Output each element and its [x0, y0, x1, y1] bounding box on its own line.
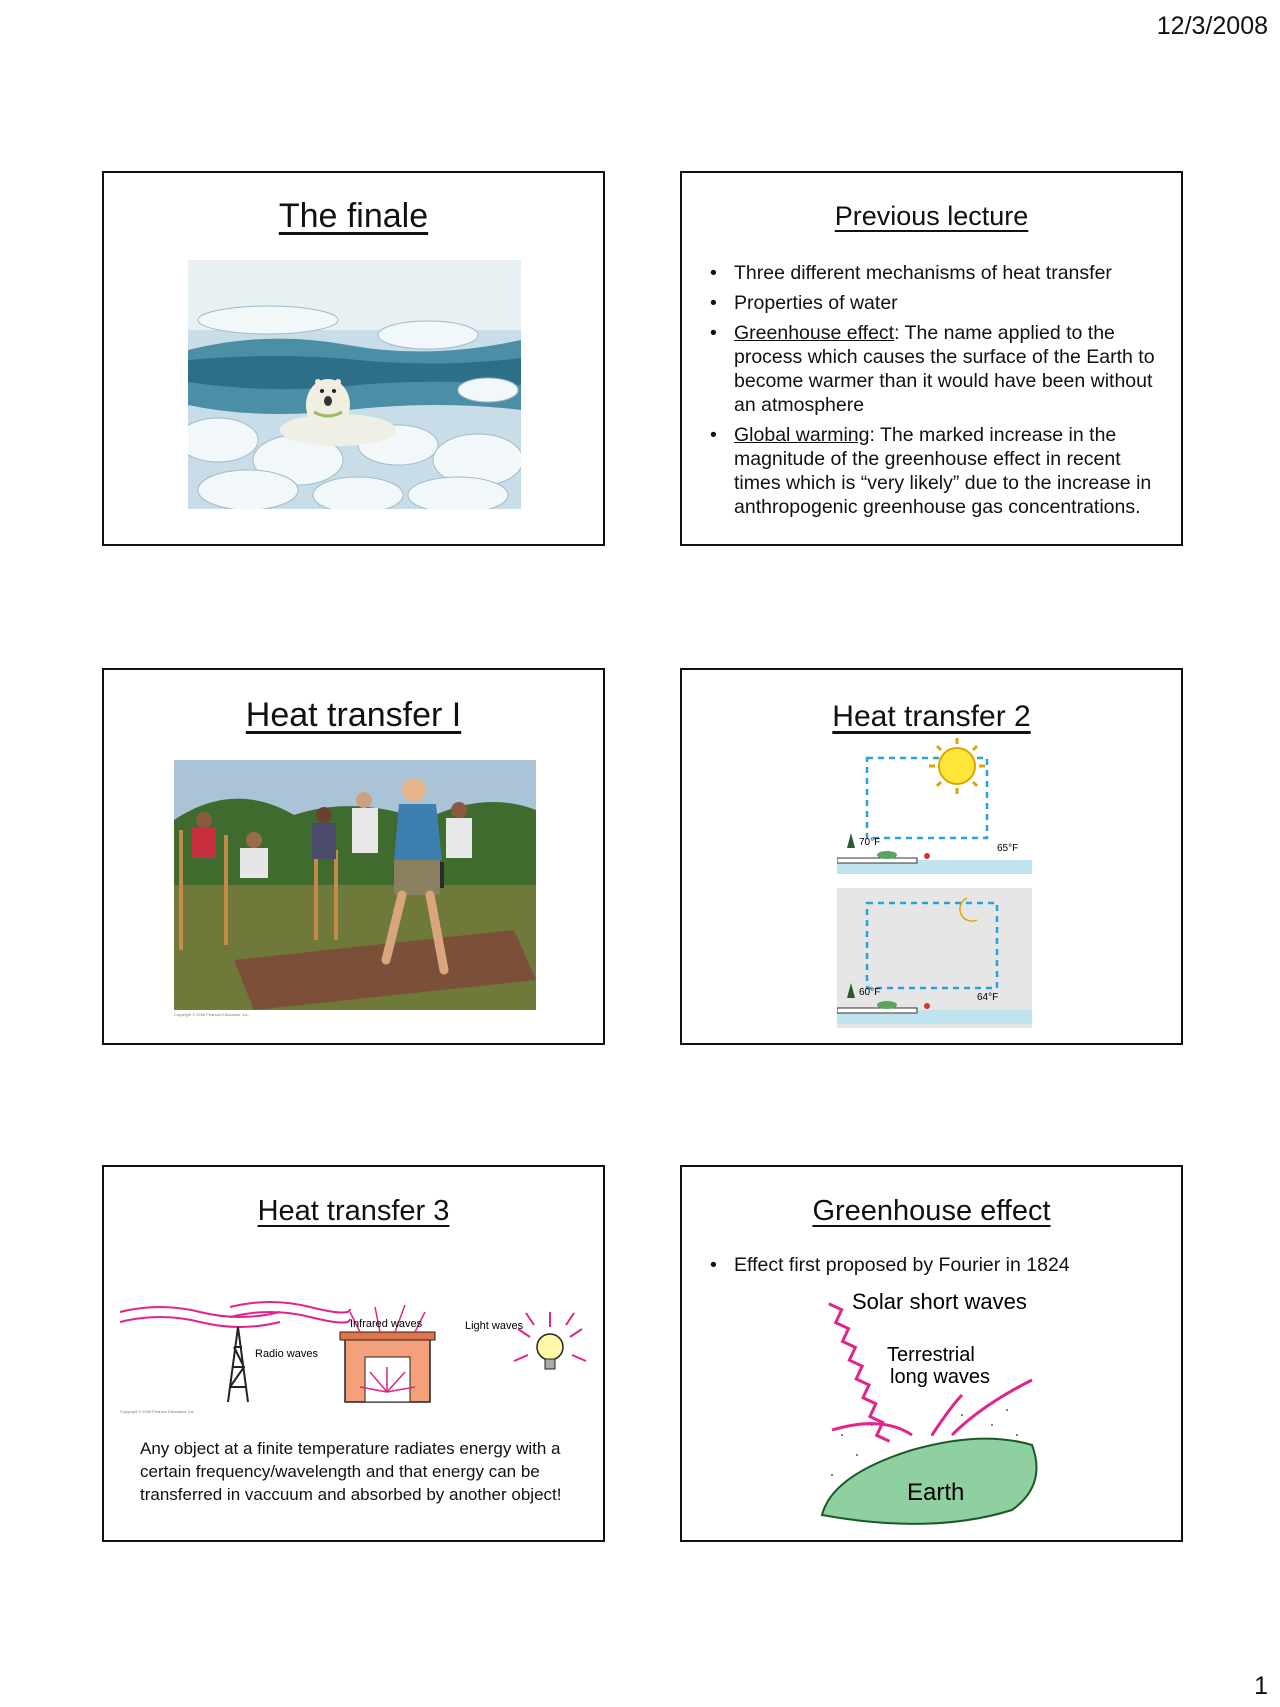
slide-heat-transfer-1: Heat transfer I Copyright © 2006 Pearson Education, Inc.: [102, 668, 605, 1045]
day-land-temp: 70°F: [859, 837, 881, 848]
bullet-item: • Effect first proposed by Fourier in 1824: [710, 1253, 1165, 1277]
radio-tower: [228, 1327, 248, 1402]
explanation-paragraph: Any object at a finite temperature radiates energy with a certain frequency/wavelength and that energy can be transferred in vaccuum and absorbed by another object!: [140, 1439, 562, 1504]
night-sea-temp: 64°F: [977, 992, 999, 1003]
slide-heat-transfer-3: Heat transfer 3 Radio waves Infrared waves Light waves Copyright © 2006 Pearson Education, Inc. Any object at a finite temperature radiates energy with a certain frequency/wavelength and that energy can be transferred in vaccuum and absorbed by another object!: [102, 1165, 605, 1542]
term: Global warming: [734, 424, 870, 446]
light-waves-label: Light waves: [465, 1320, 524, 1332]
radio-waves-label: Radio waves: [255, 1348, 318, 1360]
page-number: 1: [1254, 1672, 1268, 1700]
greenhouse-diagram: [812, 1285, 1052, 1535]
slide-previous-lecture: [680, 171, 1183, 546]
bullet-item: • Global warming: The marked increase in the magnitude of the greenhouse effect in recent times which is “very likely” due to the increase in anthropogenic greenhouse gas concentrations.: [710, 423, 1165, 519]
land-breeze-diagram: [837, 888, 1032, 1028]
bullet-item: • Properties of water: [710, 291, 1165, 315]
slide-heat-transfer-2: [680, 668, 1183, 1045]
bullet-item: • Three different mechanisms of heat transfer: [710, 261, 1165, 285]
term: Greenhouse effect: [734, 322, 895, 344]
night-land-temp: 60°F: [859, 987, 881, 998]
slide-the-finale: [102, 171, 605, 546]
slide-title: Heat transfer 2: [832, 700, 1031, 733]
polar-bear-photo: [188, 260, 521, 509]
bullet-list: [710, 261, 1165, 525]
lightbulb-icon: [514, 1312, 586, 1369]
sea-breeze-diagram: [837, 738, 1032, 878]
bullet-item: • Greenhouse effect: The name applied to the process which causes the surface of the Earth to become warmer than it would have been without an atmosphere: [710, 321, 1165, 417]
slide-title: Heat transfer I: [245, 696, 462, 734]
solar-label: Solar short waves: [852, 1289, 1027, 1314]
slide-title: Greenhouse effect: [812, 1195, 1051, 1227]
header-date: 12/3/2008: [1156, 12, 1268, 40]
firewalk-photo: [174, 760, 536, 1010]
day-sea-temp: 65°F: [997, 843, 1019, 854]
slide-greenhouse-effect: [680, 1165, 1183, 1542]
slide-title: Previous lecture: [834, 201, 1029, 231]
slide-title: The finale: [278, 197, 429, 235]
terrestrial-label-2: long waves: [890, 1366, 991, 1388]
slide-title: Heat transfer 3: [257, 1195, 450, 1227]
terrestrial-label-1: Terrestrial: [887, 1344, 975, 1366]
earth-label: Earth: [907, 1479, 965, 1506]
bullet-list: [710, 1253, 1165, 1283]
infrared-waves-label: Infrared waves: [350, 1318, 423, 1330]
radiation-sources-diagram: [120, 1297, 595, 1407]
